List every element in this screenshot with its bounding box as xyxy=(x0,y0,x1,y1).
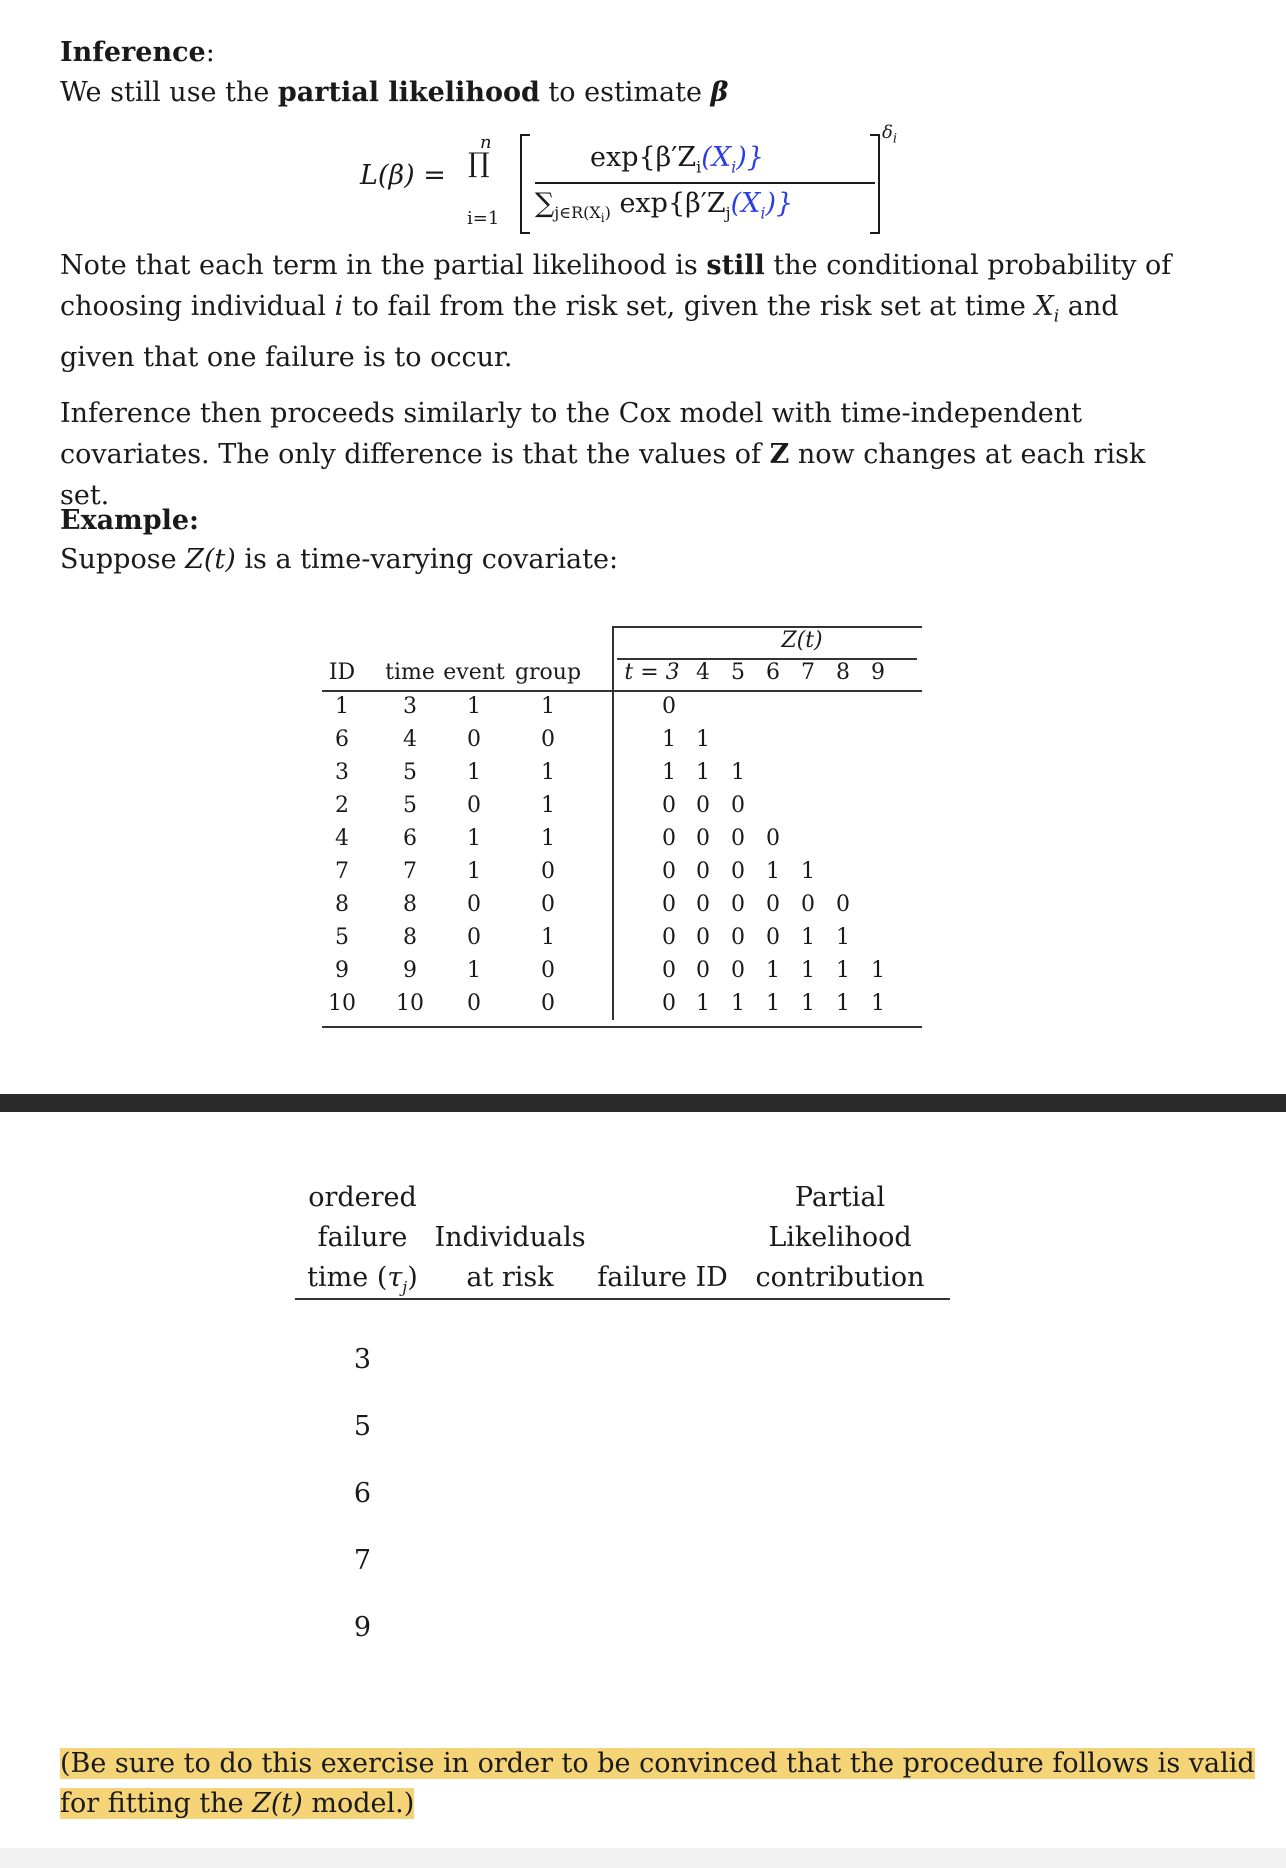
row-group: 0 xyxy=(541,727,555,752)
failure-time: 9 xyxy=(353,1612,372,1643)
pt-col2-line2: at risk xyxy=(466,1262,554,1293)
pt-col2-line1: Individuals xyxy=(434,1222,586,1253)
z-value: 0 xyxy=(766,892,780,917)
section-divider xyxy=(0,1094,1286,1112)
row-event: 1 xyxy=(467,958,481,983)
formula-exponent: $\delta_i$ xyxy=(882,122,898,147)
row-id: 7 xyxy=(335,859,349,884)
partial-likelihood-formula xyxy=(355,120,898,238)
example-intro: Suppose Z(t) is a time-varying covariate: xyxy=(60,544,619,575)
z-value: 0 xyxy=(662,958,676,983)
pt-col4-line2: Likelihood xyxy=(768,1222,912,1253)
pt-col3: failure ID xyxy=(597,1262,728,1293)
row-id: 4 xyxy=(335,826,349,851)
row-time: 3 xyxy=(403,694,417,719)
row-event: 1 xyxy=(467,826,481,851)
row-id: 8 xyxy=(335,892,349,917)
row-group: 1 xyxy=(541,826,555,851)
row-time: 6 xyxy=(403,826,417,851)
z-value: 0 xyxy=(662,694,676,719)
note-paragraph: Note that each term in the partial likelihood is still the conditional probability of choosing individual i to fail from the risk set, given the risk set at time $X_i$ and given that one failure is to occur. xyxy=(60,250,1172,374)
z-value: 1 xyxy=(731,991,745,1016)
row-group: 0 xyxy=(541,958,555,983)
z-value: 1 xyxy=(871,958,885,983)
row-event: 0 xyxy=(467,925,481,950)
row-event: 1 xyxy=(467,694,481,719)
beta-symbol: β xyxy=(710,77,729,108)
row-event: 1 xyxy=(467,760,481,785)
row-time: 9 xyxy=(403,958,417,983)
z-value: 0 xyxy=(696,958,710,983)
row-group: 1 xyxy=(541,925,555,950)
table-bottom-rule xyxy=(322,1026,922,1028)
z-value: 0 xyxy=(696,859,710,884)
z-value: 1 xyxy=(662,760,676,785)
z-value: 0 xyxy=(731,859,745,884)
example-heading: Example: xyxy=(60,505,200,536)
z-value: 0 xyxy=(731,826,745,851)
row-time: 8 xyxy=(403,925,417,950)
t-value: 6 xyxy=(766,660,780,685)
z-value: 1 xyxy=(696,727,710,752)
header-rule xyxy=(322,690,922,692)
product-upper-limit: n xyxy=(480,132,492,153)
column-header-id: ID xyxy=(328,660,356,685)
z-value: 1 xyxy=(801,925,815,950)
t-value: 4 xyxy=(696,660,710,685)
row-group: 0 xyxy=(541,859,555,884)
failure-time: 7 xyxy=(353,1545,372,1576)
row-id: 10 xyxy=(328,991,356,1016)
z-value: 0 xyxy=(731,925,745,950)
z-value: 1 xyxy=(801,991,815,1016)
z-value: 0 xyxy=(766,925,780,950)
z-value: 0 xyxy=(801,892,815,917)
column-header-group: group xyxy=(514,660,582,685)
row-group: 1 xyxy=(541,793,555,818)
formula-lhs: L(β) = xyxy=(360,160,446,191)
formula-numerator: $\exp\{\beta'Z_i(X_i)\}$ xyxy=(590,142,764,177)
z-value: 1 xyxy=(766,991,780,1016)
inference-paragraph: Inference then proceeds similarly to the Cox model with time-independent covariates. The only difference is that the values of Z now changes at each risk set. xyxy=(60,398,1146,511)
page-bottom-edge xyxy=(0,1848,1286,1868)
z-value: 0 xyxy=(696,892,710,917)
failure-time: 6 xyxy=(353,1478,372,1509)
z-value: 0 xyxy=(662,793,676,818)
column-header-time: time xyxy=(385,660,435,685)
z-value: 0 xyxy=(662,991,676,1016)
z-value: 0 xyxy=(766,826,780,851)
formula-denominator: $\sum_{j\in R(X_i)}$ $\exp\{\beta'Z_j(X_i)\}$ xyxy=(535,188,794,226)
left-bracket xyxy=(520,134,530,234)
row-event: 0 xyxy=(467,793,481,818)
row-time: 5 xyxy=(403,760,417,785)
row-id: 9 xyxy=(335,958,349,983)
right-bracket xyxy=(870,134,880,234)
z-value: 1 xyxy=(766,859,780,884)
row-id: 1 xyxy=(335,694,349,719)
z-value: 1 xyxy=(696,760,710,785)
pt-col1-line2: failure xyxy=(317,1222,408,1253)
fraction-bar xyxy=(535,182,875,184)
row-id: 5 xyxy=(335,925,349,950)
pt-col4-line1: Partial xyxy=(794,1182,886,1213)
row-id: 3 xyxy=(335,760,349,785)
z-value: 0 xyxy=(731,793,745,818)
row-time: 10 xyxy=(396,991,424,1016)
failure-time: 3 xyxy=(353,1344,372,1375)
z-value: 1 xyxy=(836,991,850,1016)
row-group: 0 xyxy=(541,892,555,917)
row-event: 1 xyxy=(467,859,481,884)
t-value: 9 xyxy=(871,660,885,685)
row-group: 1 xyxy=(541,694,555,719)
column-header-event: event xyxy=(443,660,505,685)
z-value: 0 xyxy=(662,859,676,884)
z-value: 1 xyxy=(871,991,885,1016)
failure-time: 5 xyxy=(353,1411,372,1442)
pt-header-rule xyxy=(295,1298,950,1300)
z-value: 1 xyxy=(801,859,815,884)
z-value: 0 xyxy=(836,892,850,917)
row-event: 0 xyxy=(467,892,481,917)
t-label: t = 3 xyxy=(624,660,680,685)
row-id: 2 xyxy=(335,793,349,818)
z-value: 1 xyxy=(696,991,710,1016)
t-value: 5 xyxy=(731,660,745,685)
row-id: 6 xyxy=(335,727,349,752)
row-time: 5 xyxy=(403,793,417,818)
z-value: 0 xyxy=(731,892,745,917)
z-value: 0 xyxy=(662,925,676,950)
row-group: 1 xyxy=(541,760,555,785)
t-value: 7 xyxy=(801,660,815,685)
row-event: 0 xyxy=(467,727,481,752)
z-value: 1 xyxy=(836,958,850,983)
row-event: 0 xyxy=(467,991,481,1016)
z-value: 0 xyxy=(731,958,745,983)
pt-col4-line3: contribution xyxy=(755,1262,925,1293)
product-lower-limit: i=1 xyxy=(467,208,500,229)
z-header: Z(t) xyxy=(781,628,823,653)
z-value: 0 xyxy=(662,826,676,851)
z-value: 1 xyxy=(766,958,780,983)
closing-note: (Be sure to do this exercise in order to be convinced that the procedure follows is valid for fitting the Z(t) model.) xyxy=(60,1748,1255,1819)
row-time: 4 xyxy=(403,727,417,752)
z-value: 1 xyxy=(662,727,676,752)
product-symbol: ∏ xyxy=(468,148,490,179)
inference-intro: We still use the partial likelihood to estimate β xyxy=(60,77,729,108)
z-value: 1 xyxy=(836,925,850,950)
z-value: 1 xyxy=(731,760,745,785)
z-value: 0 xyxy=(696,826,710,851)
t-value: 8 xyxy=(836,660,850,685)
z-value: 0 xyxy=(662,892,676,917)
z-value: 0 xyxy=(696,793,710,818)
table-vertical-rule xyxy=(612,626,614,1020)
row-time: 8 xyxy=(403,892,417,917)
pt-col1-line1: ordered xyxy=(308,1182,417,1213)
z-value: 0 xyxy=(696,925,710,950)
row-time: 7 xyxy=(403,859,417,884)
row-group: 0 xyxy=(541,991,555,1016)
inference-heading: Inference: xyxy=(60,37,215,68)
z-value: 1 xyxy=(801,958,815,983)
pt-col1-line3: time $(\tau_j)$ xyxy=(307,1262,418,1297)
